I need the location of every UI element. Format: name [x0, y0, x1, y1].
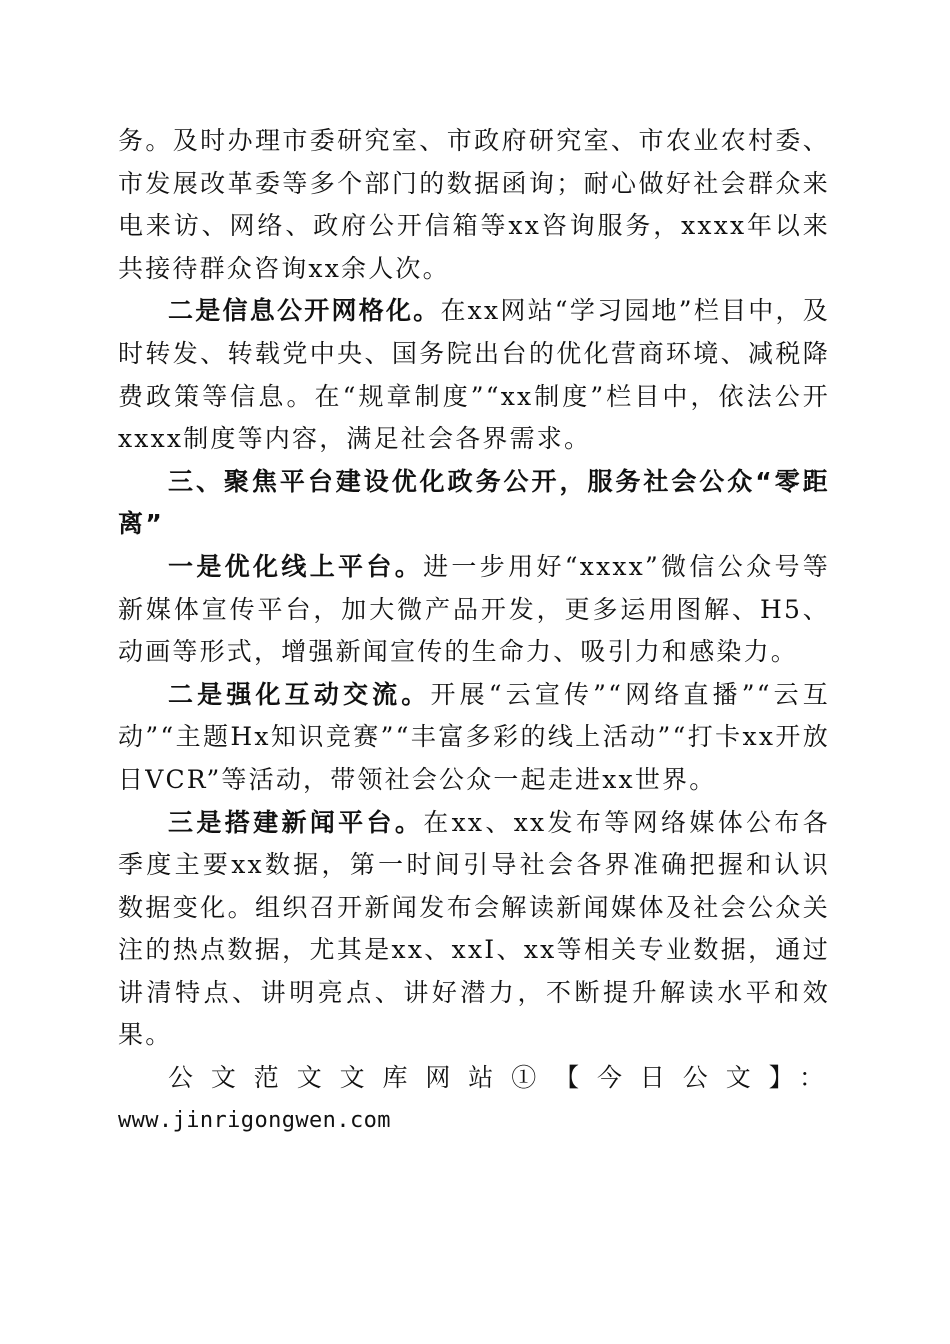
paragraph-lead: 二是强化互动交流。: [168, 679, 431, 709]
paragraph-text: 开展“云宣传”“网络直播”“云互动”“主题Hx知识竞赛”“丰富多彩的线上活动”“打卡xx开放日VCR”等活动，带领社会公众一起走进xx世界。: [118, 679, 830, 794]
paragraph-info-disclosure: [118, 290, 830, 460]
document-body: [118, 120, 830, 1142]
paragraph-text: 务。及时办理市委研究室、市政府研究室、市农业农村委、市发展改革委等多个部门的数据函询；耐心做好社会群众来电来访、网络、政府公开信箱等xx咨询服务，xxxx年以来共接待群众咨询xx余人次。: [118, 126, 830, 283]
footer-url: www.jinrigongwen.com: [118, 1107, 391, 1133]
paragraph-lead: 一是优化线上平台。: [168, 551, 424, 581]
paragraph-text: 进一步用好“xxxx”微信公众号等新媒体宣传平台，加大微产品开发，更多运用图解、H5、动画等形式，增强新闻宣传的生命力、吸引力和感染力。: [118, 551, 830, 667]
paragraph-online-platform: [118, 546, 830, 674]
paragraph-news-platform: [118, 802, 830, 1058]
paragraph-continuation: [118, 120, 830, 290]
paragraph-lead: 三是搭建新闻平台。: [168, 807, 424, 837]
paragraph-lead: 二是信息公开网格化。: [168, 296, 441, 326]
footer-label: 公文范文文库网站①【今日公文】：: [168, 1063, 830, 1093]
paragraph-interaction: [118, 674, 830, 802]
paragraph-text: 在xx网站“学习园地”栏目中，及时转发、转载党中央、国务院出台的优化营商环境、减税降费政策等信息。在“规章制度”“xx制度”栏目中，依法公开xxxx制度等内容，满足社会各界需求。: [118, 296, 830, 454]
section-heading: 三、聚焦平台建设优化政务公开，服务社会公众“零距离”: [118, 466, 830, 539]
paragraph-text: 在xx、xx发布等网络媒体公布各季度主要xx数据，第一时间引导社会各界准确把握和认识数据变化。组织召开新闻发布会解读新闻媒体及社会公众关注的热点数据，尤其是xx、xxI、xx等相关专业数据，通过讲清特点、讲明亮点、讲好潜力，不断提升解读水平和效果。: [118, 807, 830, 1050]
